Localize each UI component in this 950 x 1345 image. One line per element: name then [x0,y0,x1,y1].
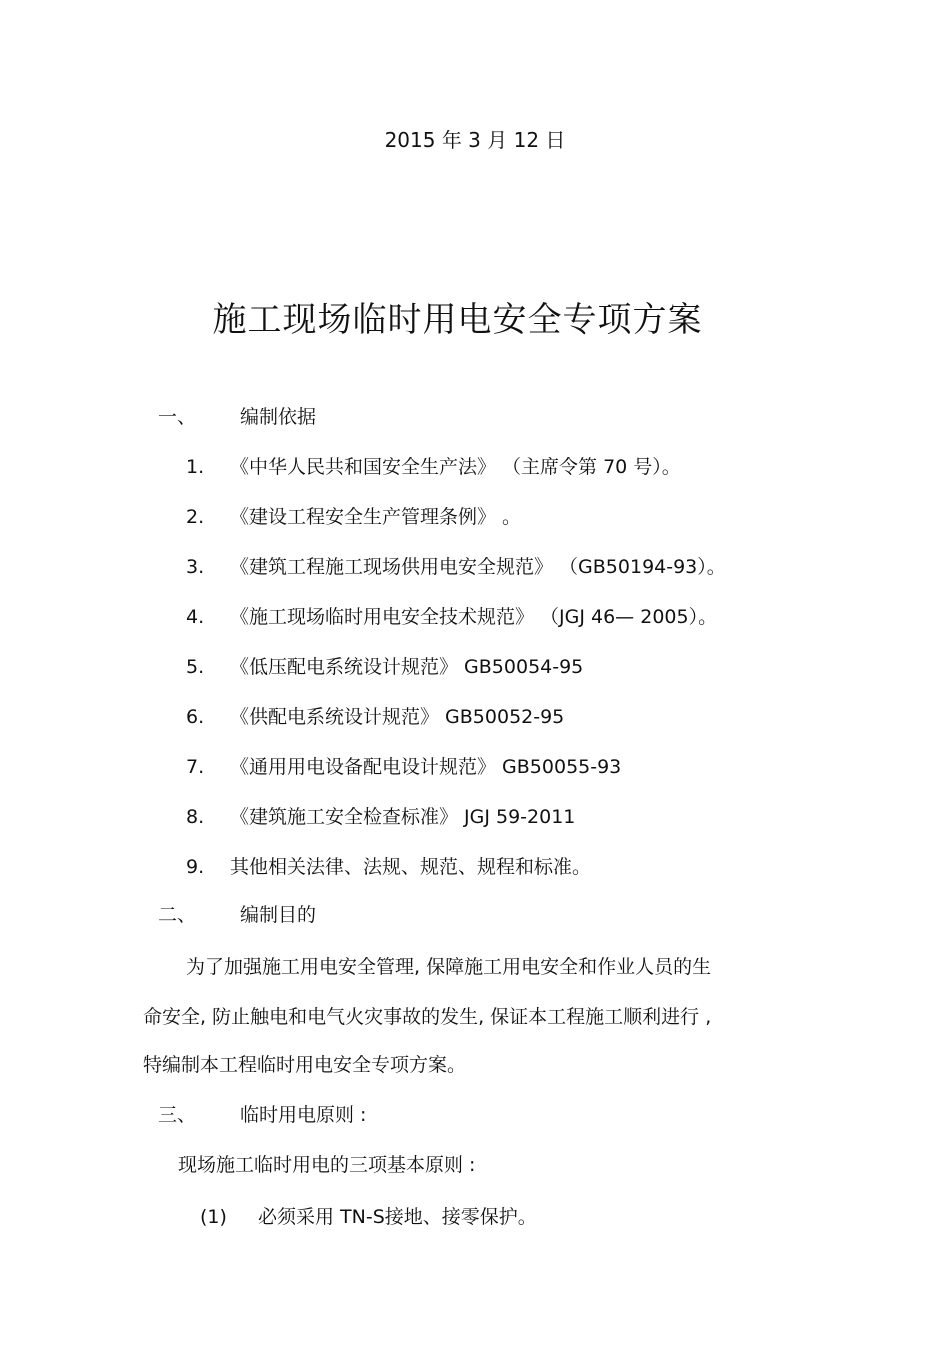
section-number: 二、 [158,904,197,926]
document-date: 2015 年 3 月 12 日 [384,128,566,152]
document-title: 施工现场临时用电安全专项方案 [212,300,703,340]
item-number: 6. [186,706,205,728]
section-heading-2 [158,903,316,927]
section-title: 编制依据 [240,406,317,428]
basis-item-2 [186,505,521,529]
item-text: 《中华人民共和国安全生产法》 （主席令第 70 号）。 [230,456,681,478]
item-text: 《供配电系统设计规范》 GB50052-95 [230,706,565,728]
item-text: 其他相关法律、法规、规范、规程和标准。 [230,856,592,878]
basis-item-1 [186,455,681,479]
section-title: 编制目的 [240,904,317,926]
section-heading-1 [158,405,316,429]
section-number: 三、 [158,1104,197,1126]
basis-item-6 [186,705,564,729]
item-text: 《建设工程安全生产管理条例》 。 [230,506,522,528]
section-number: 一、 [158,406,197,428]
section-heading-3 [158,1103,366,1127]
purpose-paragraph-line-1: 为了加强施工用电安全管理, 保障施工用电安全和作业人员的生 [186,956,712,978]
item-text: 必须采用 TN-S接地、接零保护。 [258,1206,537,1228]
basis-item-9 [186,855,591,879]
basis-item-8 [186,805,575,829]
item-text: 《施工现场临时用电安全技术规范》 （JGJ 46— 2005）。 [230,606,718,628]
item-number: 4. [186,606,205,628]
item-number: 3. [186,556,205,578]
item-text: 《通用用电设备配电设计规范》 GB50055-93 [230,756,622,778]
item-text: 《建筑施工安全检查标准》 JGJ 59-2011 [230,806,576,828]
item-text: 《低压配电系统设计规范》 GB50054-95 [230,656,584,678]
purpose-paragraph-line-3: 特编制本工程临时用电安全专项方案。 [143,1054,467,1076]
purpose-paragraph-line-2: 命安全, 防止触电和电气火灾事故的发生, 保证本工程施工顺利进行 , [143,1006,712,1028]
item-number: 7. [186,756,205,778]
principles-intro: 现场施工临时用电的三项基本原则 : [178,1154,476,1176]
section-title: 临时用电原则 : [240,1104,367,1126]
basis-item-3 [186,555,726,579]
item-number: 8. [186,806,205,828]
item-number: (1) [200,1206,227,1228]
basis-item-7 [186,755,621,779]
item-number: 2. [186,506,205,528]
item-number: 1. [186,456,205,478]
item-number: 5. [186,656,205,678]
item-number: 9. [186,856,205,878]
item-text: 《建筑工程施工现场供用电安全规范》 （GB50194-93）。 [230,556,726,578]
basis-item-5 [186,655,583,679]
principle-item-1 [200,1205,537,1229]
basis-item-4 [186,605,717,629]
